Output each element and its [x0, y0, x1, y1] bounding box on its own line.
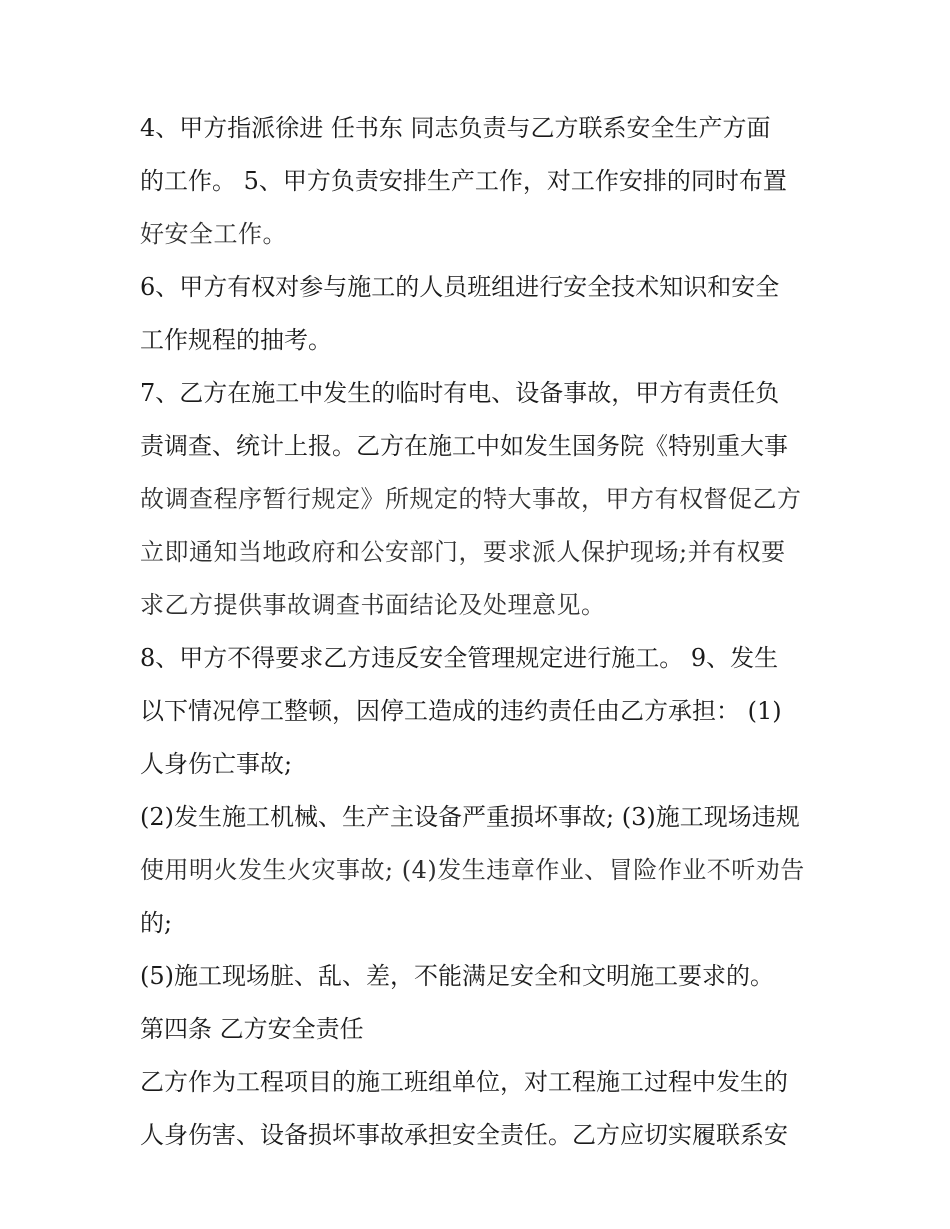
text-line: 以下情况停工整顿，因停工造成的违约责任由乙方承担： (1)	[140, 697, 782, 725]
text-line: 求乙方提供事故调查书面结论及处理意见。	[140, 591, 606, 619]
document-body	[140, 102, 812, 1162]
text-line: 人身伤害、设备损坏事故承担安全责任。乙方应切实履联系安	[140, 1121, 788, 1149]
text-line: (5)施工现场脏、乱、差，不能满足安全和文明施工要求的。	[140, 962, 774, 990]
text-line: 人身伤亡事故;	[140, 750, 293, 778]
text-line: 好安全工作。	[140, 220, 287, 248]
text-line: 8、甲方不得要求乙方违反安全管理规定进行施工。 9、发生	[140, 644, 779, 672]
text-line: 责调查、统计上报。乙方在施工中如发生国务院《特别重大事	[140, 432, 788, 460]
section-heading: 第四条 乙方安全责任	[140, 1015, 364, 1043]
text-line: 7、乙方在施工中发生的临时有电、设备事故，甲方有责任负	[140, 379, 780, 407]
text-line: 工作规程的抽考。	[140, 326, 332, 354]
text-line: 故调查程序暂行规定》所规定的特大事故，甲方有权督促乙方	[140, 485, 802, 513]
text-line: 4、甲方指派徐进 任书东 同志负责与乙方联系安全生产方面	[140, 114, 771, 142]
text-line: 的工作。 5、甲方负责安排生产工作，对工作安排的同时布置	[140, 167, 787, 195]
text-line: 立即通知当地政府和公安部门，要求派人保护现场;并有权要	[140, 538, 786, 566]
text-line: 乙方作为工程项目的施工班组单位，对工程施工过程中发生的	[140, 1068, 788, 1096]
text-line: 使用明火发生火灾事故; (4)发生违章作业、冒险作业不听劝告	[140, 856, 805, 884]
text-line: (2)发生施工机械、生产主设备严重损坏事故; (3)施工现场违规	[140, 803, 800, 831]
text-line: 6、甲方有权对参与施工的人员班组进行安全技术知识和安全	[140, 273, 780, 301]
text-line: 的;	[140, 909, 173, 937]
